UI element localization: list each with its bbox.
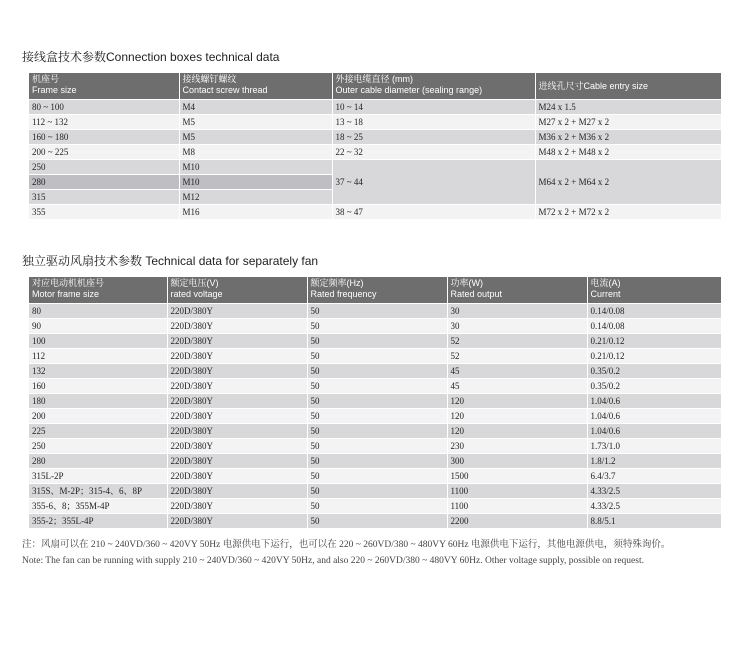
cell-output: 1100 xyxy=(447,498,587,513)
cell-frequency: 50 xyxy=(307,333,447,348)
cell-voltage: 220D/380Y xyxy=(167,303,307,318)
cell-motor-frame: 355-2；355L-4P xyxy=(32,516,94,527)
cell-voltage: 220D/380Y xyxy=(167,468,307,483)
cell-frequency: 50 xyxy=(307,438,447,453)
cell-frequency: 50 xyxy=(307,378,447,393)
cell-voltage: 220D/380Y xyxy=(167,498,307,513)
cell-frequency: 50 xyxy=(307,348,447,363)
cell-motor-frame: 200 xyxy=(32,410,46,421)
cell-current: 0.14/0.08 xyxy=(587,318,721,333)
header-rated-output: 功率(W) Rated output xyxy=(447,277,587,303)
cell-current: 1.73/1.0 xyxy=(587,438,721,453)
cell-output: 1100 xyxy=(447,483,587,498)
cell-output: 52 xyxy=(447,333,587,348)
table-row xyxy=(29,363,721,378)
cell-voltage: 220D/380Y xyxy=(167,423,307,438)
cell-entry: M72 x 2 + M72 x 2 xyxy=(535,204,721,219)
cell-entry: M64 x 2 + M64 x 2 xyxy=(535,159,721,204)
cell-output: 120 xyxy=(447,423,587,438)
cell-voltage: 220D/380Y xyxy=(167,348,307,363)
cell-motor-frame: 160 xyxy=(32,380,46,391)
table-row xyxy=(29,438,721,453)
header-current: 电流(A) Current xyxy=(587,277,721,303)
separately-fan-table xyxy=(29,277,721,528)
cell-diameter: 38 ~ 47 xyxy=(332,204,535,219)
cell-motor-frame: 315S、M-2P；315-4、6、8P xyxy=(32,486,143,496)
cell-motor-frame: 225 xyxy=(32,425,46,436)
cell-output: 120 xyxy=(447,393,587,408)
cell-motor-frame: 100 xyxy=(32,335,46,346)
cell-frequency: 50 xyxy=(307,303,447,318)
cell-current: 1.04/0.6 xyxy=(587,408,721,423)
table-header-row xyxy=(29,277,721,303)
table-row xyxy=(29,348,721,363)
cell-motor-frame: 112 xyxy=(32,350,46,361)
cell-thread: M5 xyxy=(179,114,332,129)
cell-frame: 200 ~ 225 xyxy=(29,144,179,159)
cell-current: 0.14/0.08 xyxy=(587,303,721,318)
cell-diameter: 13 ~ 18 xyxy=(332,114,535,129)
cell-frame: 250 xyxy=(29,159,179,174)
cell-output: 120 xyxy=(447,408,587,423)
cell-voltage: 220D/380Y xyxy=(167,378,307,393)
cell-thread: M8 xyxy=(179,144,332,159)
cell-motor-frame: 132 xyxy=(32,365,46,376)
table-row xyxy=(29,114,721,129)
cell-frequency: 50 xyxy=(307,408,447,423)
cell-current: 1.04/0.6 xyxy=(587,423,721,438)
cell-output: 52 xyxy=(447,348,587,363)
header-rated-voltage: 额定电压(V) rated voltage xyxy=(167,277,307,303)
fan-section-title: 独立驱动风扇技术参数 Technical data for separately fan xyxy=(22,254,319,268)
table-row xyxy=(29,159,721,174)
header-cable-diameter: 外接电缆直径 (mm) Outer cable diameter (sealing range) xyxy=(332,73,535,99)
cell-voltage: 220D/380Y xyxy=(167,408,307,423)
cell-motor-frame: 355-6、8；355M-4P xyxy=(32,501,110,511)
cell-current: 1.04/0.6 xyxy=(587,393,721,408)
cell-current: 1.8/1.2 xyxy=(587,453,721,468)
header-cable-entry: 进线孔尺寸Cable entry size xyxy=(535,73,721,99)
table-row xyxy=(29,204,721,219)
cell-motor-frame: 80 xyxy=(32,305,41,316)
cell-frequency: 50 xyxy=(307,513,447,528)
cell-frequency: 50 xyxy=(307,483,447,498)
cell-output: 230 xyxy=(447,438,587,453)
cell-frequency: 50 xyxy=(307,468,447,483)
cell-current: 0.35/0.2 xyxy=(587,363,721,378)
cell-motor-frame: 250 xyxy=(32,440,46,451)
cell-thread: M16 xyxy=(179,204,332,219)
cell-diameter: 18 ~ 25 xyxy=(332,129,535,144)
cell-voltage: 220D/380Y xyxy=(167,513,307,528)
cell-frequency: 50 xyxy=(307,318,447,333)
cell-entry: M27 x 2 + M27 x 2 xyxy=(535,114,721,129)
cell-output: 30 xyxy=(447,318,587,333)
table-row xyxy=(29,468,721,483)
cell-current: 4.33/2.5 xyxy=(587,498,721,513)
cell-thread: M12 xyxy=(179,189,332,204)
cell-current: 8.8/5.1 xyxy=(587,513,721,528)
cell-entry: M48 x 2 + M48 x 2 xyxy=(535,144,721,159)
cell-output: 300 xyxy=(447,453,587,468)
cell-frame: 355 xyxy=(29,204,179,219)
cell-voltage: 220D/380Y xyxy=(167,438,307,453)
cell-frequency: 50 xyxy=(307,453,447,468)
cell-output: 2200 xyxy=(447,513,587,528)
cell-frequency: 50 xyxy=(307,363,447,378)
cell-frame: 280 xyxy=(29,174,179,189)
cell-output: 45 xyxy=(447,363,587,378)
cell-diameter: 22 ~ 32 xyxy=(332,144,535,159)
connection-boxes-table xyxy=(29,73,721,219)
table-header-row xyxy=(29,73,721,99)
cell-motor-frame: 315L-2P xyxy=(32,470,64,481)
cell-current: 6.4/3.7 xyxy=(587,468,721,483)
cell-voltage: 220D/380Y xyxy=(167,453,307,468)
cell-voltage: 220D/380Y xyxy=(167,393,307,408)
connection-section-title: 接线盒技术参数Connection boxes technical data xyxy=(22,50,280,64)
cell-motor-frame: 90 xyxy=(32,320,41,331)
cell-voltage: 220D/380Y xyxy=(167,318,307,333)
cell-entry: M24 x 1.5 xyxy=(535,99,721,114)
cell-diameter: 37 ~ 44 xyxy=(332,159,535,204)
cell-thread: M5 xyxy=(179,129,332,144)
table-row xyxy=(29,318,721,333)
cell-motor-frame: 180 xyxy=(32,395,46,406)
cell-frequency: 50 xyxy=(307,393,447,408)
note-english: Note: The fan can be running with supply 210 ~ 240VD/360 ~ 420VY 50Hz, and also 220 ~ 260VD/380 ~ 480VY 60Hz. Other voltage supply, possible on request. xyxy=(22,556,644,566)
table-row xyxy=(29,513,721,528)
table-row xyxy=(29,423,721,438)
cell-output: 30 xyxy=(447,303,587,318)
cell-frame: 80 ~ 100 xyxy=(29,99,179,114)
header-frame-size: 机座号 Frame size xyxy=(29,73,179,99)
cell-current: 0.35/0.2 xyxy=(587,378,721,393)
table-row xyxy=(29,333,721,348)
cell-thread: M10 xyxy=(179,159,332,174)
cell-current: 0.21/0.12 xyxy=(587,333,721,348)
cell-frame: 315 xyxy=(29,189,179,204)
table-row xyxy=(29,408,721,423)
cell-frame: 160 ~ 180 xyxy=(29,129,179,144)
table-row xyxy=(29,498,721,513)
table-row xyxy=(29,483,721,498)
table-row xyxy=(29,144,721,159)
cell-voltage: 220D/380Y xyxy=(167,363,307,378)
cell-output: 45 xyxy=(447,378,587,393)
table-row xyxy=(29,378,721,393)
cell-motor-frame: 280 xyxy=(32,455,46,466)
cell-diameter: 10 ~ 14 xyxy=(332,99,535,114)
cell-output: 1500 xyxy=(447,468,587,483)
header-motor-frame: 对应电动机机座号 Motor frame size xyxy=(29,277,167,303)
table-row xyxy=(29,303,721,318)
cell-entry: M36 x 2 + M36 x 2 xyxy=(535,129,721,144)
header-contact-screw: 接线螺钉螺纹 Contact screw thread xyxy=(179,73,332,99)
cell-voltage: 220D/380Y xyxy=(167,483,307,498)
cell-frequency: 50 xyxy=(307,423,447,438)
table-row xyxy=(29,453,721,468)
cell-thread: M10 xyxy=(179,174,332,189)
cell-frame: 112 ~ 132 xyxy=(29,114,179,129)
cell-current: 0.21/0.12 xyxy=(587,348,721,363)
table-row xyxy=(29,129,721,144)
table-row xyxy=(29,393,721,408)
cell-current: 4.33/2.5 xyxy=(587,483,721,498)
header-rated-frequency: 额定频率(Hz) Rated frequency xyxy=(307,277,447,303)
table-row xyxy=(29,99,721,114)
note-chinese: 注：风扇可以在 210 ~ 240VD/360 ~ 420VY 50Hz 电源供电下运行，也可以在 220 ~ 260VD/380 ~ 480VY 60Hz 电源供电下运行，其他电源供电，须特殊询价。 xyxy=(22,540,671,550)
cell-frequency: 50 xyxy=(307,498,447,513)
cell-thread: M4 xyxy=(179,99,332,114)
cell-voltage: 220D/380Y xyxy=(167,333,307,348)
